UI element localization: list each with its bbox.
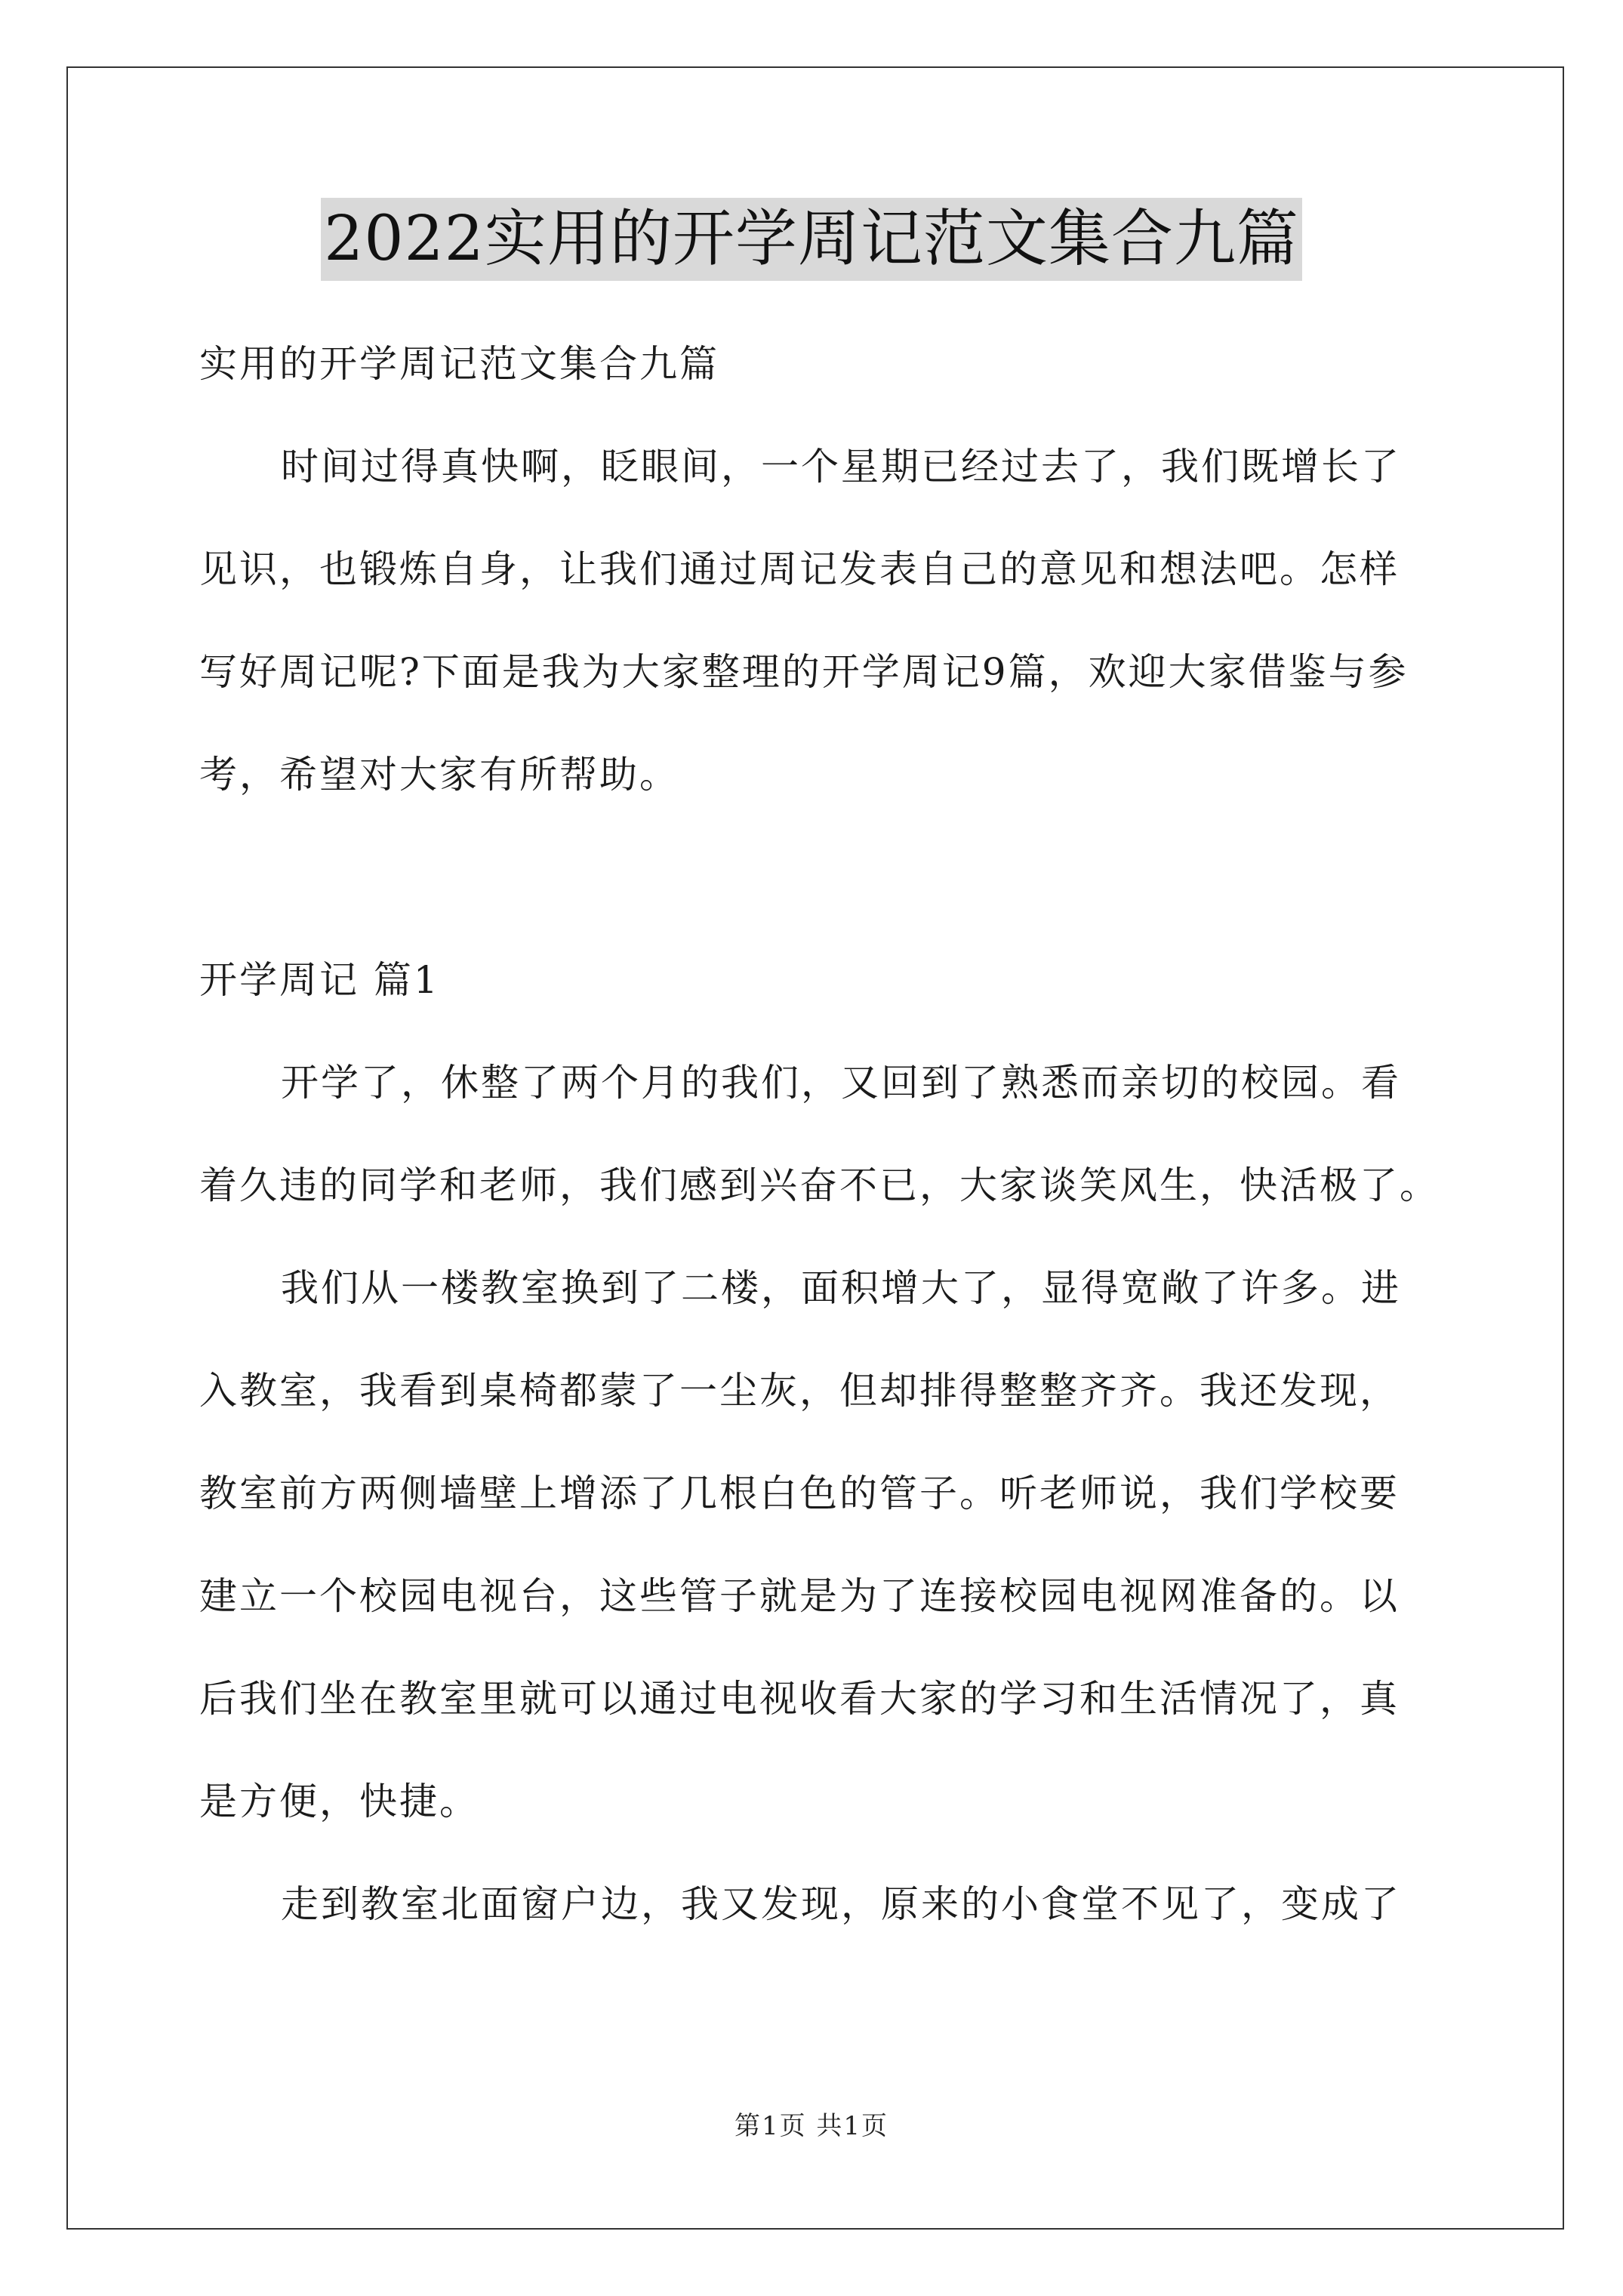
intro-line: 写好周记呢?下面是我为大家整理的开学周记9篇，欢迎大家借鉴与参 [199, 650, 1409, 694]
body-line: 后我们坐在教室里就可以通过电视收看大家的学习和生活情况了，真 [199, 1677, 1400, 1721]
body-line: 是方便，快捷。 [199, 1780, 479, 1823]
intro-line: 时间过得真快啊，眨眼间，一个星期已经过去了，我们既增长了 [281, 445, 1401, 488]
section-heading: 开学周记 篇1 [199, 958, 440, 1002]
body-line: 建立一个校园电视台，这些管子就是为了连接校园电视网准备的。以 [199, 1574, 1400, 1618]
page-number: 第1页 共1页 [734, 2111, 889, 2141]
document-title: 2022实用的开学周记范文集合九篇 [321, 198, 1302, 281]
body-line: 走到教室北面窗户边，我又发现，原来的小食堂不见了，变成了 [281, 1882, 1401, 1926]
document-body [199, 313, 1467, 1955]
body-line: 入教室，我看到桌椅都蒙了一尘灰，但却排得整整齐齐。我还发现， [199, 1369, 1400, 1413]
title-container [0, 198, 1623, 281]
document-subtitle: 实用的开学周记范文集合九篇 [199, 342, 719, 386]
paragraph-gap [199, 826, 1467, 929]
body-line: 我们从一楼教室换到了二楼，面积增大了，显得宽敞了许多。进 [281, 1266, 1401, 1310]
intro-line: 考，希望对大家有所帮助。 [199, 753, 679, 797]
intro-line: 见识，也锻炼自身，让我们通过周记发表自己的意见和想法吧。怎样 [199, 547, 1400, 591]
body-line: 教室前方两侧墙壁上增添了几根白色的管子。听老师说，我们学校要 [199, 1472, 1400, 1515]
body-line: 开学了，休整了两个月的我们，又回到了熟悉而亲切的校园。看 [281, 1061, 1401, 1105]
body-line: 着久违的同学和老师，我们感到兴奋不已，大家谈笑风生，快活极了。 [199, 1163, 1440, 1207]
